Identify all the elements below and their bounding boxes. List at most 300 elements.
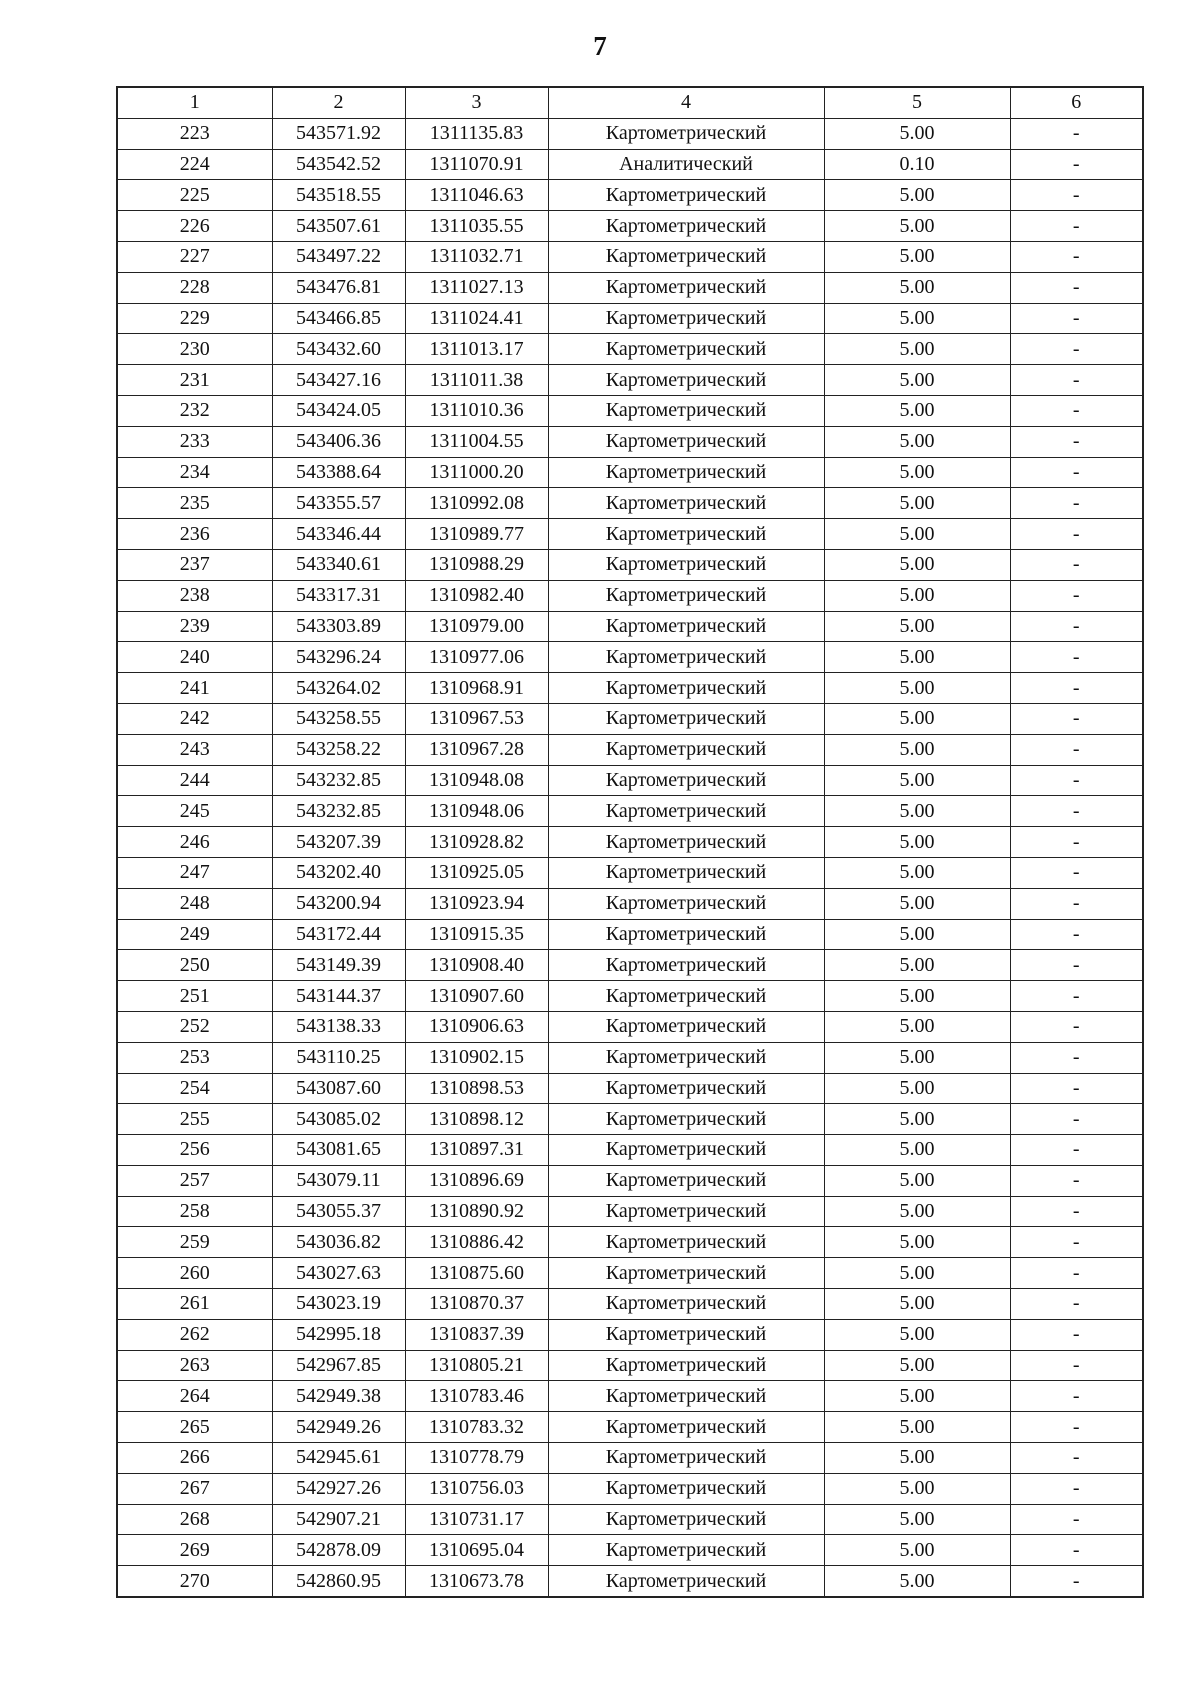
method-cell: Картометрический: [548, 642, 824, 673]
table-row: [117, 365, 1143, 396]
table-row: [117, 827, 1143, 858]
note-cell: -: [1010, 118, 1143, 149]
table-row: [117, 765, 1143, 796]
table-row: [117, 1504, 1143, 1535]
method-cell: Картометрический: [548, 950, 824, 981]
coordinate-x-cell: 543346.44: [272, 519, 405, 550]
coordinate-x-cell: 543406.36: [272, 426, 405, 457]
point-number-cell: 223: [117, 118, 272, 149]
coordinate-x-cell: 543085.02: [272, 1104, 405, 1135]
table-row: [117, 673, 1143, 704]
note-cell: -: [1010, 1504, 1143, 1535]
point-number-cell: 263: [117, 1350, 272, 1381]
table-row: [117, 272, 1143, 303]
coordinate-y-cell: 1310979.00: [405, 611, 548, 642]
accuracy-cell: 5.00: [824, 241, 1010, 272]
coordinate-y-cell: 1310923.94: [405, 888, 548, 919]
method-cell: Картометрический: [548, 857, 824, 888]
method-cell: Картометрический: [548, 703, 824, 734]
note-cell: -: [1010, 1196, 1143, 1227]
point-number-cell: 256: [117, 1135, 272, 1166]
note-cell: -: [1010, 888, 1143, 919]
coordinate-x-cell: 543207.39: [272, 827, 405, 858]
coordinate-y-cell: 1310948.06: [405, 796, 548, 827]
method-cell: Картометрический: [548, 1535, 824, 1566]
accuracy-cell: 5.00: [824, 1104, 1010, 1135]
method-cell: Картометрический: [548, 241, 824, 272]
method-cell: Картометрический: [548, 673, 824, 704]
table-row: [117, 642, 1143, 673]
accuracy-cell: 5.00: [824, 981, 1010, 1012]
table-row: [117, 857, 1143, 888]
note-cell: -: [1010, 549, 1143, 580]
table-row: [117, 1289, 1143, 1320]
note-cell: -: [1010, 211, 1143, 242]
table-row: [117, 1196, 1143, 1227]
table-row: [117, 549, 1143, 580]
coordinate-x-cell: 543258.55: [272, 703, 405, 734]
note-cell: -: [1010, 1042, 1143, 1073]
coordinate-y-cell: 1310731.17: [405, 1504, 548, 1535]
coordinate-y-cell: 1310890.92: [405, 1196, 548, 1227]
coordinate-x-cell: 542967.85: [272, 1350, 405, 1381]
accuracy-cell: 5.00: [824, 734, 1010, 765]
accuracy-cell: 5.00: [824, 488, 1010, 519]
point-number-cell: 246: [117, 827, 272, 858]
note-cell: -: [1010, 365, 1143, 396]
coordinate-y-cell: 1311024.41: [405, 303, 548, 334]
accuracy-cell: 5.00: [824, 1473, 1010, 1504]
coordinate-x-cell: 542949.26: [272, 1412, 405, 1443]
accuracy-cell: 5.00: [824, 1165, 1010, 1196]
note-cell: -: [1010, 1104, 1143, 1135]
note-cell: -: [1010, 180, 1143, 211]
point-number-cell: 225: [117, 180, 272, 211]
method-cell: Картометрический: [548, 765, 824, 796]
accuracy-cell: 5.00: [824, 857, 1010, 888]
accuracy-cell: 5.00: [824, 519, 1010, 550]
method-cell: Картометрический: [548, 272, 824, 303]
point-number-cell: 238: [117, 580, 272, 611]
coordinate-y-cell: 1310898.12: [405, 1104, 548, 1135]
point-number-cell: 270: [117, 1566, 272, 1597]
method-cell: Картометрический: [548, 334, 824, 365]
coordinate-x-cell: 543497.22: [272, 241, 405, 272]
coordinate-x-cell: 542860.95: [272, 1566, 405, 1597]
accuracy-cell: 5.00: [824, 888, 1010, 919]
accuracy-cell: 5.00: [824, 580, 1010, 611]
coordinate-y-cell: 1310898.53: [405, 1073, 548, 1104]
method-cell: Картометрический: [548, 1104, 824, 1135]
accuracy-cell: 5.00: [824, 642, 1010, 673]
coordinate-x-cell: 543087.60: [272, 1073, 405, 1104]
method-cell: Картометрический: [548, 1473, 824, 1504]
table-row: [117, 1566, 1143, 1597]
point-number-cell: 237: [117, 549, 272, 580]
column-header-2: 2: [272, 87, 405, 118]
table-row: [117, 888, 1143, 919]
note-cell: -: [1010, 1350, 1143, 1381]
table-row: [117, 303, 1143, 334]
point-number-cell: 266: [117, 1443, 272, 1474]
coordinate-y-cell: 1310896.69: [405, 1165, 548, 1196]
coordinate-y-cell: 1310928.82: [405, 827, 548, 858]
accuracy-cell: 5.00: [824, 1381, 1010, 1412]
note-cell: -: [1010, 703, 1143, 734]
note-cell: -: [1010, 1443, 1143, 1474]
accuracy-cell: 5.00: [824, 334, 1010, 365]
method-cell: Картометрический: [548, 303, 824, 334]
note-cell: -: [1010, 1535, 1143, 1566]
point-number-cell: 268: [117, 1504, 272, 1535]
table-row: [117, 1381, 1143, 1412]
note-cell: -: [1010, 1135, 1143, 1166]
point-number-cell: 259: [117, 1227, 272, 1258]
accuracy-cell: 5.00: [824, 796, 1010, 827]
method-cell: Картометрический: [548, 211, 824, 242]
accuracy-cell: 5.00: [824, 1504, 1010, 1535]
table-row: [117, 149, 1143, 180]
point-number-cell: 224: [117, 149, 272, 180]
coordinate-y-cell: 1310967.53: [405, 703, 548, 734]
column-header-6: 6: [1010, 87, 1143, 118]
table-row: [117, 734, 1143, 765]
point-number-cell: 231: [117, 365, 272, 396]
method-cell: Картометрический: [548, 888, 824, 919]
column-header-4: 4: [548, 87, 824, 118]
coordinate-y-cell: 1310968.91: [405, 673, 548, 704]
point-number-cell: 269: [117, 1535, 272, 1566]
method-cell: Картометрический: [548, 1227, 824, 1258]
note-cell: -: [1010, 1073, 1143, 1104]
table-row: [117, 1104, 1143, 1135]
note-cell: -: [1010, 1381, 1143, 1412]
accuracy-cell: 0.10: [824, 149, 1010, 180]
note-cell: -: [1010, 1473, 1143, 1504]
coordinate-y-cell: 1310907.60: [405, 981, 548, 1012]
method-cell: Картометрический: [548, 1073, 824, 1104]
coordinate-x-cell: 543138.33: [272, 1011, 405, 1042]
note-cell: -: [1010, 950, 1143, 981]
coordinate-x-cell: 543079.11: [272, 1165, 405, 1196]
table-row: [117, 950, 1143, 981]
note-cell: -: [1010, 642, 1143, 673]
coordinate-y-cell: 1310915.35: [405, 919, 548, 950]
coordinate-y-cell: 1310982.40: [405, 580, 548, 611]
table-row: [117, 1258, 1143, 1289]
accuracy-cell: 5.00: [824, 211, 1010, 242]
method-cell: Картометрический: [548, 1042, 824, 1073]
method-cell: Картометрический: [548, 1504, 824, 1535]
point-number-cell: 227: [117, 241, 272, 272]
note-cell: -: [1010, 981, 1143, 1012]
accuracy-cell: 5.00: [824, 1350, 1010, 1381]
note-cell: -: [1010, 272, 1143, 303]
table-row: [117, 457, 1143, 488]
note-cell: -: [1010, 1289, 1143, 1320]
note-cell: -: [1010, 765, 1143, 796]
accuracy-cell: 5.00: [824, 1443, 1010, 1474]
page-number: 7: [593, 31, 607, 61]
note-cell: -: [1010, 919, 1143, 950]
method-cell: Аналитический: [548, 149, 824, 180]
coordinate-y-cell: 1310673.78: [405, 1566, 548, 1597]
note-cell: -: [1010, 580, 1143, 611]
table-row: [117, 488, 1143, 519]
coordinate-y-cell: 1310908.40: [405, 950, 548, 981]
table-row: [117, 1350, 1143, 1381]
coordinate-x-cell: 542927.26: [272, 1473, 405, 1504]
coordinate-y-cell: 1310992.08: [405, 488, 548, 519]
point-number-cell: 228: [117, 272, 272, 303]
accuracy-cell: 5.00: [824, 457, 1010, 488]
table-row: [117, 1042, 1143, 1073]
accuracy-cell: 5.00: [824, 118, 1010, 149]
method-cell: Картометрический: [548, 180, 824, 211]
coordinate-y-cell: 1310988.29: [405, 549, 548, 580]
coordinate-x-cell: 543296.24: [272, 642, 405, 673]
note-cell: -: [1010, 734, 1143, 765]
table-row: [117, 1443, 1143, 1474]
method-cell: Картометрический: [548, 611, 824, 642]
point-number-cell: 233: [117, 426, 272, 457]
note-cell: -: [1010, 149, 1143, 180]
coordinate-y-cell: 1311010.36: [405, 395, 548, 426]
method-cell: Картометрический: [548, 118, 824, 149]
accuracy-cell: 5.00: [824, 611, 1010, 642]
coordinate-y-cell: 1311135.83: [405, 118, 548, 149]
coordinate-x-cell: 543388.64: [272, 457, 405, 488]
note-cell: -: [1010, 1011, 1143, 1042]
table-row: [117, 1011, 1143, 1042]
coordinate-x-cell: 543081.65: [272, 1135, 405, 1166]
table-row: [117, 241, 1143, 272]
coordinate-x-cell: 543355.57: [272, 488, 405, 519]
table-row: [117, 211, 1143, 242]
coordinate-x-cell: 542878.09: [272, 1535, 405, 1566]
table-row: [117, 395, 1143, 426]
table-row: [117, 180, 1143, 211]
point-number-cell: 242: [117, 703, 272, 734]
coordinate-y-cell: 1310870.37: [405, 1289, 548, 1320]
coordinate-y-cell: 1311070.91: [405, 149, 548, 180]
method-cell: Картометрический: [548, 796, 824, 827]
point-number-cell: 260: [117, 1258, 272, 1289]
point-number-cell: 251: [117, 981, 272, 1012]
point-number-cell: 267: [117, 1473, 272, 1504]
column-header-1: 1: [117, 87, 272, 118]
method-cell: Картометрический: [548, 827, 824, 858]
coordinate-y-cell: 1311004.55: [405, 426, 548, 457]
accuracy-cell: 5.00: [824, 1412, 1010, 1443]
accuracy-cell: 5.00: [824, 765, 1010, 796]
point-number-cell: 258: [117, 1196, 272, 1227]
point-number-cell: 248: [117, 888, 272, 919]
point-number-cell: 240: [117, 642, 272, 673]
method-cell: Картометрический: [548, 919, 824, 950]
table-row: [117, 334, 1143, 365]
method-cell: Картометрический: [548, 1350, 824, 1381]
accuracy-cell: 5.00: [824, 303, 1010, 334]
table-header: [117, 87, 1143, 118]
note-cell: -: [1010, 673, 1143, 704]
accuracy-cell: 5.00: [824, 827, 1010, 858]
coordinate-x-cell: 543110.25: [272, 1042, 405, 1073]
note-cell: -: [1010, 827, 1143, 858]
table-row: [117, 1227, 1143, 1258]
accuracy-cell: 5.00: [824, 1227, 1010, 1258]
table-row: [117, 519, 1143, 550]
coordinate-y-cell: 1310948.08: [405, 765, 548, 796]
accuracy-cell: 5.00: [824, 426, 1010, 457]
coordinate-x-cell: 543466.85: [272, 303, 405, 334]
point-number-cell: 226: [117, 211, 272, 242]
table-row: [117, 981, 1143, 1012]
table-row: [117, 1165, 1143, 1196]
coordinate-x-cell: 543232.85: [272, 765, 405, 796]
point-number-cell: 234: [117, 457, 272, 488]
accuracy-cell: 5.00: [824, 1011, 1010, 1042]
coordinate-x-cell: 542907.21: [272, 1504, 405, 1535]
method-cell: Картометрический: [548, 1443, 824, 1474]
coordinate-y-cell: 1310886.42: [405, 1227, 548, 1258]
coordinate-x-cell: 542949.38: [272, 1381, 405, 1412]
accuracy-cell: 5.00: [824, 919, 1010, 950]
coordinate-y-cell: 1311000.20: [405, 457, 548, 488]
method-cell: Картометрический: [548, 1289, 824, 1320]
point-number-cell: 253: [117, 1042, 272, 1073]
note-cell: -: [1010, 857, 1143, 888]
method-cell: Картометрический: [548, 519, 824, 550]
point-number-cell: 249: [117, 919, 272, 950]
coordinate-x-cell: 543507.61: [272, 211, 405, 242]
method-cell: Картометрический: [548, 981, 824, 1012]
table-row: [117, 1473, 1143, 1504]
note-cell: -: [1010, 241, 1143, 272]
note-cell: -: [1010, 796, 1143, 827]
coordinate-x-cell: 542945.61: [272, 1443, 405, 1474]
coordinate-y-cell: 1310805.21: [405, 1350, 548, 1381]
accuracy-cell: 5.00: [824, 673, 1010, 704]
point-number-cell: 244: [117, 765, 272, 796]
method-cell: Картометрический: [548, 1196, 824, 1227]
method-cell: Картометрический: [548, 1566, 824, 1597]
method-cell: Картометрический: [548, 1381, 824, 1412]
note-cell: -: [1010, 334, 1143, 365]
coordinate-y-cell: 1311011.38: [405, 365, 548, 396]
accuracy-cell: 5.00: [824, 703, 1010, 734]
accuracy-cell: 5.00: [824, 180, 1010, 211]
coordinate-y-cell: 1310695.04: [405, 1535, 548, 1566]
table-row: [117, 1073, 1143, 1104]
coordinate-y-cell: 1310967.28: [405, 734, 548, 765]
coordinate-x-cell: 543317.31: [272, 580, 405, 611]
accuracy-cell: 5.00: [824, 1535, 1010, 1566]
coordinate-x-cell: 543571.92: [272, 118, 405, 149]
note-cell: -: [1010, 1165, 1143, 1196]
point-number-cell: 239: [117, 611, 272, 642]
coordinate-x-cell: 543144.37: [272, 981, 405, 1012]
method-cell: Картометрический: [548, 1258, 824, 1289]
coordinate-y-cell: 1310778.79: [405, 1443, 548, 1474]
accuracy-cell: 5.00: [824, 549, 1010, 580]
point-number-cell: 257: [117, 1165, 272, 1196]
coordinate-x-cell: 542995.18: [272, 1319, 405, 1350]
accuracy-cell: 5.00: [824, 1319, 1010, 1350]
method-cell: Картометрический: [548, 1319, 824, 1350]
coordinate-y-cell: 1310783.46: [405, 1381, 548, 1412]
coordinate-y-cell: 1310977.06: [405, 642, 548, 673]
coordinate-x-cell: 543149.39: [272, 950, 405, 981]
method-cell: Картометрический: [548, 365, 824, 396]
coordinate-x-cell: 543258.22: [272, 734, 405, 765]
note-cell: -: [1010, 426, 1143, 457]
accuracy-cell: 5.00: [824, 1042, 1010, 1073]
method-cell: Картометрический: [548, 1135, 824, 1166]
table-row: [117, 1535, 1143, 1566]
coordinate-x-cell: 543427.16: [272, 365, 405, 396]
coordinate-y-cell: 1311046.63: [405, 180, 548, 211]
point-number-cell: 252: [117, 1011, 272, 1042]
table-body: [117, 118, 1143, 1597]
coordinate-y-cell: 1310875.60: [405, 1258, 548, 1289]
point-number-cell: 241: [117, 673, 272, 704]
method-cell: Картометрический: [548, 734, 824, 765]
note-cell: -: [1010, 395, 1143, 426]
coordinate-y-cell: 1310837.39: [405, 1319, 548, 1350]
table-row: [117, 919, 1143, 950]
coordinate-x-cell: 543172.44: [272, 919, 405, 950]
coordinate-y-cell: 1311027.13: [405, 272, 548, 303]
coordinate-x-cell: 543200.94: [272, 888, 405, 919]
table-row: [117, 611, 1143, 642]
method-cell: Картометрический: [548, 395, 824, 426]
coordinate-x-cell: 543432.60: [272, 334, 405, 365]
point-number-cell: 236: [117, 519, 272, 550]
method-cell: Картометрический: [548, 1412, 824, 1443]
method-cell: Картометрический: [548, 426, 824, 457]
header-row: [117, 87, 1143, 118]
coordinate-x-cell: 543518.55: [272, 180, 405, 211]
point-number-cell: 232: [117, 395, 272, 426]
coordinate-x-cell: 543424.05: [272, 395, 405, 426]
note-cell: -: [1010, 611, 1143, 642]
accuracy-cell: 5.00: [824, 365, 1010, 396]
coordinate-x-cell: 543023.19: [272, 1289, 405, 1320]
method-cell: Картометрический: [548, 488, 824, 519]
table-row: [117, 1412, 1143, 1443]
coordinate-y-cell: 1310906.63: [405, 1011, 548, 1042]
note-cell: -: [1010, 1227, 1143, 1258]
method-cell: Картометрический: [548, 457, 824, 488]
point-number-cell: 264: [117, 1381, 272, 1412]
coordinate-x-cell: 543542.52: [272, 149, 405, 180]
coordinate-y-cell: 1310756.03: [405, 1473, 548, 1504]
coordinate-y-cell: 1310989.77: [405, 519, 548, 550]
table-row: [117, 1319, 1143, 1350]
method-cell: Картометрический: [548, 1165, 824, 1196]
table-row: [117, 118, 1143, 149]
coordinate-x-cell: 543232.85: [272, 796, 405, 827]
accuracy-cell: 5.00: [824, 1258, 1010, 1289]
method-cell: Картометрический: [548, 1011, 824, 1042]
coordinate-y-cell: 1310897.31: [405, 1135, 548, 1166]
note-cell: -: [1010, 303, 1143, 334]
accuracy-cell: 5.00: [824, 1196, 1010, 1227]
coordinate-x-cell: 543027.63: [272, 1258, 405, 1289]
point-number-cell: 255: [117, 1104, 272, 1135]
coordinates-table: [116, 86, 1144, 1598]
